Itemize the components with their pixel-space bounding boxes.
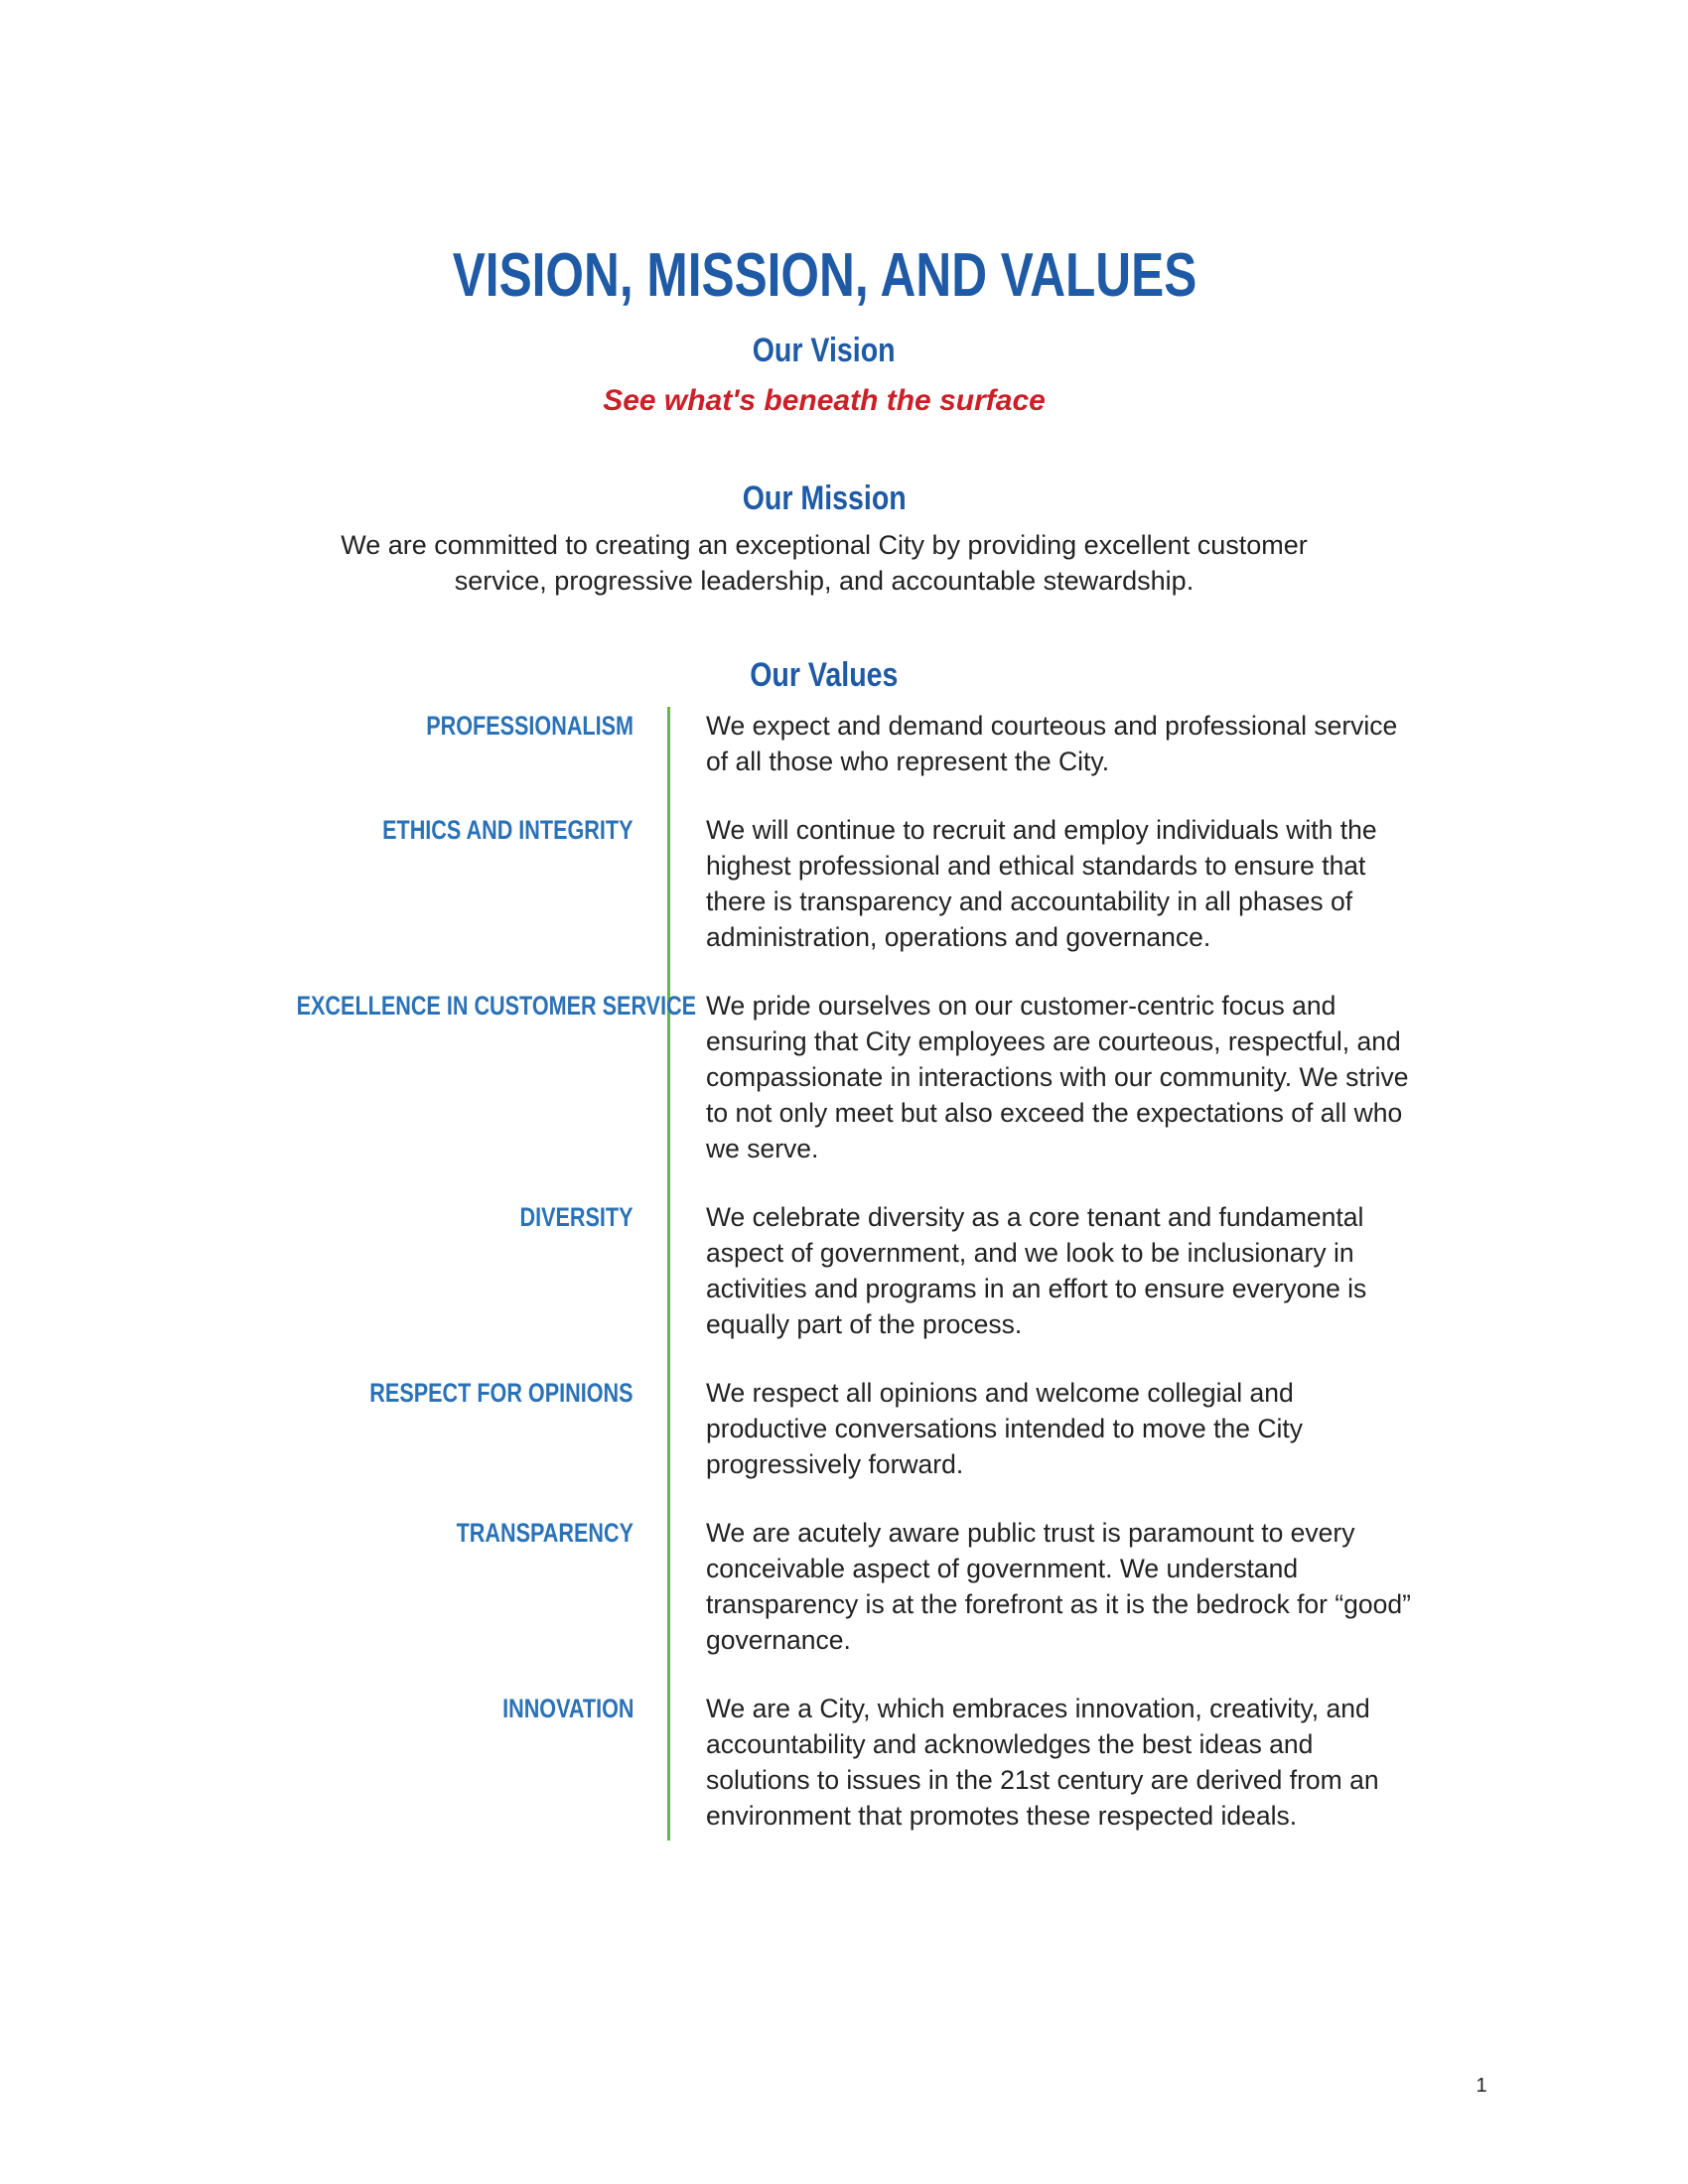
mission-text: We are committed to creating an exceptional City by providing excellent customer service, progressive leadership, and accountable stewardship. <box>341 530 1308 596</box>
value-description-transparency: We are acutely aware public trust is paramount to every conceivable aspect of government. We understand transparency is at the forefront as it is the bedrock for “good” governance. <box>706 1518 1411 1655</box>
page-number: 1 <box>1476 2075 1487 2097</box>
value-name-respect-for-opinions: RESPECT FOR OPINIONS <box>369 1378 633 1408</box>
values-divider <box>667 707 670 1841</box>
value-name-ethics-and-integrity: ETHICS AND INTEGRITY <box>382 815 633 845</box>
page-title: VISION, MISSION, AND VALUES <box>452 241 1196 310</box>
value-description-respect-for-opinions: We respect all opinions and welcome collegial and productive conversations intended to move the City progressively forward. <box>706 1378 1303 1479</box>
values-heading: Our Values <box>750 656 899 694</box>
value-name-diversity: DIVERSITY <box>519 1202 633 1232</box>
mission-heading: Our Mission <box>742 479 907 517</box>
value-name-innovation: INNOVATION <box>501 1694 633 1723</box>
vision-heading: Our Vision <box>753 332 896 369</box>
value-description-excellence-in-customer-service: We pride ourselves on our customer-centric focus and ensuring that City employees are courteous, respectful, and compassionate in interactions with our community. We strive to not only meet but also exceed the expectations of all who we serve. <box>706 991 1409 1163</box>
value-description-innovation: We are a City, which embraces innovation, creativity, and accountability and acknowledges the best ideas and solutions to issues in the 21st century are derived from an environment that promotes these respected ideals. <box>706 1694 1379 1831</box>
value-name-professionalism: PROFESSIONALISM <box>426 711 633 741</box>
value-name-transparency: TRANSPARENCY <box>456 1518 633 1548</box>
value-description-diversity: We celebrate diversity as a core tenant and fundamental aspect of government, and we look to be inclusionary in activities and programs in an effort to ensure everyone is equally part of the process. <box>706 1202 1367 1339</box>
value-description-professionalism: We expect and demand courteous and professional service of all those who represent the City. <box>706 711 1398 776</box>
vision-tagline: See what's beneath the surface <box>603 384 1046 417</box>
value-name-excellence-in-customer-service: EXCELLENCE IN CUSTOMER SERVICE <box>296 991 697 1021</box>
value-description-ethics-and-integrity: We will continue to recruit and employ individuals with the highest professional and ethical standards to ensure that there is transparency and accountability in all phases of administration, operations and governance. <box>706 815 1377 952</box>
